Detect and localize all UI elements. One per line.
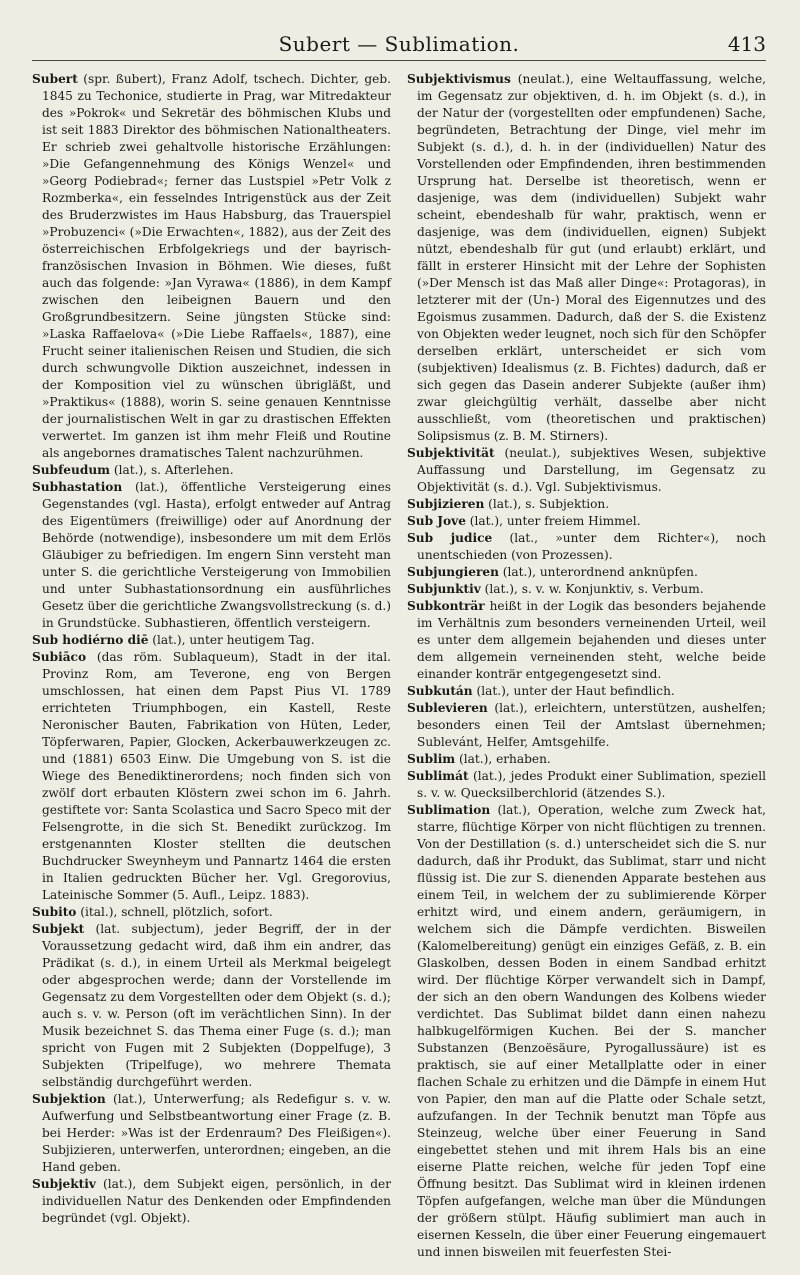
running-head: Subert — Sublimation.: [278, 32, 520, 56]
entry-term: Subkután: [407, 684, 473, 698]
dictionary-entry: [407, 751, 766, 768]
entry-text: (lat.), dem Subjekt eigen, persönlich, in der individuellen Natur des Denkenden oder Empfindenden begründet (vgl. Objekt).: [42, 1177, 391, 1225]
entry-term: Subjektion: [32, 1092, 106, 1106]
entry-term: Subjekt: [32, 922, 85, 936]
dictionary-entry: [407, 513, 766, 530]
entry-term: Sub judice: [407, 531, 493, 545]
entry-text: (das röm. Sublaqueum), Stadt in der ital. Provinz Rom, am Teverone, eng von Bergen umschlossen, hat einen dem Papst Pius VI. 1789 errichteten Triumphbogen, ein Kastell, Reste Neronischer Bauten, Fabrikation von Hüten, Leder, Töpferwaren, Papier, Glocken, Ackerbauwerkzeugen zc. und (1881) 6503 Einw. Die Umgebung von S. ist die Wiege des Benediktinerordens; noch finden sich von zwölf dort erbauten Klöstern zwei schon im 6. Jahrh. gestiftete vor: Santa Scolastica und Sacro Speco mit der Felsengrotte, in die sich St. Benedikt zurückzog. Im erstgenannten Kloster stellten die deutschen Buchdrucker Sweynheym und Pannartz 1464 die ersten in Italien gedruckten Bücher her. Vgl. Gregorovius, Lateinische Sommer (5. Aufl., Leipz. 1883).: [42, 650, 391, 902]
entry-text: (lat. subjectum), jeder Begriff, der in der Voraussetzung gedacht wird, daß ihm ein andrer, das Prädikat (s. d.), in einem Urteil als Merkmal beigelegt oder abgesprochen werde; dann der Vorstellende im Gegensatz zu dem Vorgestellten oder dem Objekt (s. d.); auch s. v. w. Person (oft im verächtlichen Sinn). In der Musik bezeichnet S. das Thema einer Fuge (s. d.); man spricht von Fugen mit 2 Subjekten (Doppelfuge), 3 Subjekten (Tripelfuge), wo mehrere Themata selbständig durchgeführt werden.: [42, 922, 391, 1089]
entry-text: (spr. ßubert), Franz Adolf, tschech. Dichter, geb. 1845 zu Techonice, studierte in Prag, war Mitredakteur des »Pokrok« und Sekretär des böhmischen Klubs und ist seit 1883 Direktor des böhmischen Nationaltheaters. Er schrieb zwei gehaltvolle historische Erzählungen: »Die Gefangennehmung des Königs Wenzel« und »Georg Podiebrad«; ferner das Lustspiel »Petr Volk z Rozmberka«, ein fesselndes Intrigenstück aus der Zeit des Bruderzwistes im Haus Habsburg, das Trauerspiel »Probuzenci« (»Die Erwachten«, 1882), aus der Zeit des österreichischen Erbfolgekriegs und der bayrisch-französischen Invasion in Böhmen. Wie dieses, fußt auch das folgende: »Jan Vyrawa« (1886), in dem Kampf zwischen den leibeignen Bauern und den Großgrundbesitzern. Seine jüngsten Stücke sind: »Laska Raffaelova« (»Die Liebe Raffaels«, 1887), eine Frucht seiner italienischen Reisen und Studien, die sich durch schwungvolle Diktion auszeichnet, indessen in der Komposition viel zu wünschen übrigläßt, und »Praktikus« (1888), worin S. seine genauen Kenntnisse der journalistischen Welt in gar zu drastischen Effekten verwertet. Im ganzen ist ihm mehr Fleiß und Routine als angebornes dramatisches Talent nachzurühmen.: [42, 72, 391, 460]
entry-term: Subjungieren: [407, 565, 499, 579]
entry-term: Sublevieren: [407, 701, 488, 715]
dictionary-entry: [32, 1176, 391, 1227]
dictionary-entry: [32, 462, 391, 479]
page-header: [32, 30, 766, 61]
entry-text: (lat.), s. Subjektion.: [484, 497, 610, 511]
entry-text: (neulat.), eine Weltauffassung, welche, im Gegensatz zur objektiven, d. h. im Objekt (s. d.), in der Natur der (vorgestellten oder empfundenen) Sache, begründeten, Betrachtung der Dinge, viel mehr im Subjekt (s. d.), d. h. in der (individuellen) Natur des Vorstellenden oder Empfindenden, ihren bestimmenden Ursprung hat. Derselbe ist theoretisch, wenn er dasjenige, was dem (individuellen) Subjekt wahr scheint, ebendeshalb für wahr, praktisch, wenn er dasjenige, was dem (individuellen, eignen) Subjekt nützt, ebendeshalb für gut (und erlaubt) erklärt, und fällt in ersterer Hinsicht mit der Lehre der Sophisten (»Der Mensch ist das Maß aller Dinge«: Protagoras), in letzterer mit der (Un-) Moral des Eigennutzes und des Egoismus zusammen. Dadurch, daß der S. die Existenz von Objekten weder leugnet, noch sich für den Schöpfer derselben erklärt, unterscheidet er sich vom (subjektiven) Idealismus (z. B. Fichtes) dadurch, daß er sich gegen das Dasein anderer Subjekte (außer ihm) zwar gleichgültig verhält, dasselbe aber nicht ausschließt, vom (theoretischen und praktischen) Solipsismus (z. B. M. Stirners).: [417, 72, 766, 443]
dictionary-entry: [407, 564, 766, 581]
entry-term: Subkonträr: [407, 599, 485, 613]
entry-term: Sub hodiérno diē: [32, 633, 149, 647]
entry-term: Subjektivismus: [407, 72, 511, 86]
entry-text: (lat.), unter freiem Himmel.: [465, 514, 641, 528]
entry-term: Subjunktiv: [407, 582, 481, 596]
dictionary-entry: [32, 71, 391, 462]
entry-text: (lat.), jedes Produkt einer Sublimation, speziell s. v. w. Quecksilberchlorid (ätzendes S.).: [417, 769, 766, 800]
dictionary-entry: [407, 683, 766, 700]
entry-text: (lat.), s. v. w. Konjunktiv, s. Verbum.: [480, 582, 704, 596]
dictionary-entry: [407, 768, 766, 802]
entry-term: Subjektivität: [407, 446, 495, 460]
dictionary-entry: [407, 598, 766, 683]
dictionary-entry: [407, 496, 766, 513]
dictionary-entry: [407, 581, 766, 598]
dictionary-entry: [407, 71, 766, 445]
entry-text: (lat.), unterordnend anknüpfen.: [498, 565, 698, 579]
entry-text: (lat.), Unterwerfung; als Redefigur s. v. w. Aufwerfung und Selbstbeantwortung einer Frage (z. B. bei Herder: »Was ist der Erdenraum? Des Fleißigen«). Subjizieren, unterwerfen, unterordnen; eingeben, an die Hand geben.: [42, 1092, 391, 1174]
dictionary-entry: [32, 479, 391, 632]
entry-term: Sublim: [407, 752, 456, 766]
entry-text: (lat., »unter dem Richter«), noch unentschieden (von Prozessen).: [417, 531, 766, 562]
entry-term: Subert: [32, 72, 78, 86]
entry-text: heißt in der Logik das besonders bejahende im Verhältnis zum besonders verneinenden Urteil, weil es unter dem allgemein bejahenden und dieses unter dem allgemein verneinenden steht, welche beide einander konträr entgegengesetzt sind.: [417, 599, 766, 681]
dictionary-entry: [32, 921, 391, 1091]
dictionary-entry: [407, 530, 766, 564]
entry-term: Sublimát: [407, 769, 469, 783]
dictionary-entry: [32, 904, 391, 921]
entry-term: Subito: [32, 905, 77, 919]
dictionary-entry: [32, 1091, 391, 1176]
entry-text: (lat.), s. Afterlehen.: [110, 463, 234, 477]
entry-text: (lat.), unter heutigem Tag.: [148, 633, 315, 647]
entry-term: Subiāco: [32, 650, 87, 664]
entry-term: Subfeudum: [32, 463, 111, 477]
dictionary-entry: [32, 649, 391, 904]
entry-text: (lat.), erleichtern, unterstützen, aushelfen; besonders einen Teil der Amtslast übernehmen; Sublevánt, Helfer, Amtsgehilfe.: [417, 701, 766, 749]
dictionary-entry: [407, 700, 766, 751]
entry-text: (lat.), unter der Haut befindlich.: [472, 684, 675, 698]
entry-text: (ital.), schnell, plötzlich, sofort.: [76, 905, 273, 919]
entry-text: (neulat.), subjektives Wesen, subjektive Auffassung und Darstellung, im Gegensatz zu Objektivität (s. d.). Vgl. Subjektivismus.: [417, 446, 766, 494]
right-column: [407, 71, 766, 1261]
dictionary-entry: [407, 445, 766, 496]
dictionary-entry: [32, 632, 391, 649]
entry-term: Sub Jove: [407, 514, 466, 528]
entry-term: Subhastation: [32, 480, 123, 494]
entry-term: Subjizieren: [407, 497, 485, 511]
entry-text: (lat.), Operation, welche zum Zweck hat, starre, flüchtige Körper von nicht flüchtigen zu trennen. Von der Destillation (s. d.) unterscheidet sich die S. nur dadurch, daß ihr Produkt, das Sublimat, starr und nicht flüssig ist. Die zur S. dienenden Apparate bestehen aus einem Teil, in welchem der zu sublimierende Körper erhitzt wird, und einem andern, geräumigern, in welchem sich die Dämpfe verdichten. Bisweilen (Kalomelbereitung) genügt ein einziges Gefäß, z. B. ein Glaskolben, dessen Boden in einem Sandbad erhitzt wird. Der flüchtige Körper verwandelt sich in Dampf, der sich an den obern Wandungen des Kolbens wieder verdichtet. Das Sublimat bildet dann einen nahezu halbkugelförmigen Kuchen. Bei der S. mancher Substanzen (Benzoësäure, Pyrogallussäure) ist es praktisch, sie auf einer Metallplatte oder in einer flachen Schale zu erhitzen und die Dämpfe in einem Hut von Papier, den man auf die Platte oder Schale setzt, aufzufangen. In der Technik benutzt man Töpfe aus Steinzeug, welche über einer Feuerung in Sand eingebettet stehen und mit ihrem Hals bis an eine eiserne Platte reichen, welche für jeden Topf eine Öffnung besitzt. Das Sublimat wird in kleinen irdenen Töpfen aufgefangen, welche man über die Mündungen der größern stülpt. Häufig sublimiert man auch in eisernen Kesseln, die über einer Feuerung eingemauert und innen bisweilen mit feuerfesten Stei-: [417, 803, 766, 1259]
entry-text: (lat.), öffentliche Versteigerung eines Gegenstandes (vgl. Hasta), erfolgt entweder auf Antrag des Eigentümers (freiwillige) oder auf Anordnung der Behörde (notwendige), insbesondere um mit dem Erlös Gläubiger zu befriedigen. Im engern Sinn versteht man unter S. die gerichtliche Versteigerung von Immobilien und unter Subhastationsordnung ein ausführliches Gesetz über die gerichtliche Zwangsvollstreckung (s. d.) in Grundstücke. Subhastieren, öffentlich versteigern.: [42, 480, 391, 630]
dictionary-entry: [407, 802, 766, 1261]
page-number: 413: [727, 32, 766, 56]
text-columns: [32, 71, 766, 1261]
entry-term: Subjektiv: [32, 1177, 96, 1191]
entry-term: Sublimation: [407, 803, 491, 817]
entry-text: (lat.), erhaben.: [455, 752, 551, 766]
left-column: [32, 71, 391, 1261]
